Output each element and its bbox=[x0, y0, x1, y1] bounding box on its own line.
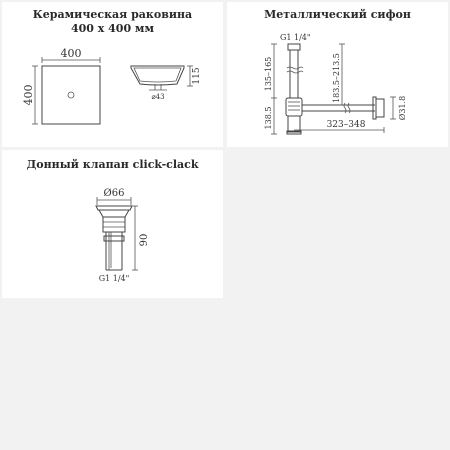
siphon-drawing bbox=[227, 2, 448, 147]
siphon-dim-138-label: 138.5 bbox=[264, 106, 273, 130]
sink-depth-label: 115 bbox=[192, 67, 202, 85]
drain-diameter-label: Ø66 bbox=[103, 188, 125, 199]
siphon-panel bbox=[227, 2, 448, 147]
siphon-dim-323-348-label: 323–348 bbox=[326, 120, 366, 130]
sink-drawing bbox=[2, 2, 223, 147]
drain-nut bbox=[104, 236, 124, 241]
siphon-title: Металлический сифон bbox=[264, 8, 411, 21]
drain-body bbox=[103, 217, 125, 232]
drain-height-label: 90 bbox=[139, 233, 150, 247]
sink-drain-hole bbox=[68, 92, 74, 98]
siphon-dim-183-213-label: 183.5–213.5 bbox=[332, 53, 341, 103]
drain-panel bbox=[2, 150, 223, 298]
sink-width-label: 400 bbox=[60, 47, 82, 60]
drain-title: Донный клапан click-clack bbox=[26, 158, 199, 171]
sink-subtitle: 400 х 400 мм bbox=[70, 22, 155, 35]
sink-height-label: 400 bbox=[22, 84, 35, 106]
drain-drawing bbox=[2, 150, 223, 298]
drain-cap bbox=[96, 206, 132, 210]
siphon-bottle bbox=[286, 98, 302, 116]
siphon-dim-135-165-label: 135–165 bbox=[264, 56, 273, 92]
sink-top-view bbox=[42, 66, 100, 124]
drain-flange bbox=[99, 210, 129, 217]
sink-panel bbox=[2, 2, 223, 147]
sink-drain-label: ⌀43 bbox=[151, 93, 165, 101]
siphon-thread-label: G1 1/4" bbox=[280, 33, 311, 42]
sink-title: Керамическая раковина bbox=[32, 8, 193, 21]
drain-thread-label: G1 1/4" bbox=[98, 274, 130, 283]
siphon-top-nut bbox=[288, 44, 300, 50]
siphon-dim-31-label: Ø31.8 bbox=[398, 95, 407, 121]
